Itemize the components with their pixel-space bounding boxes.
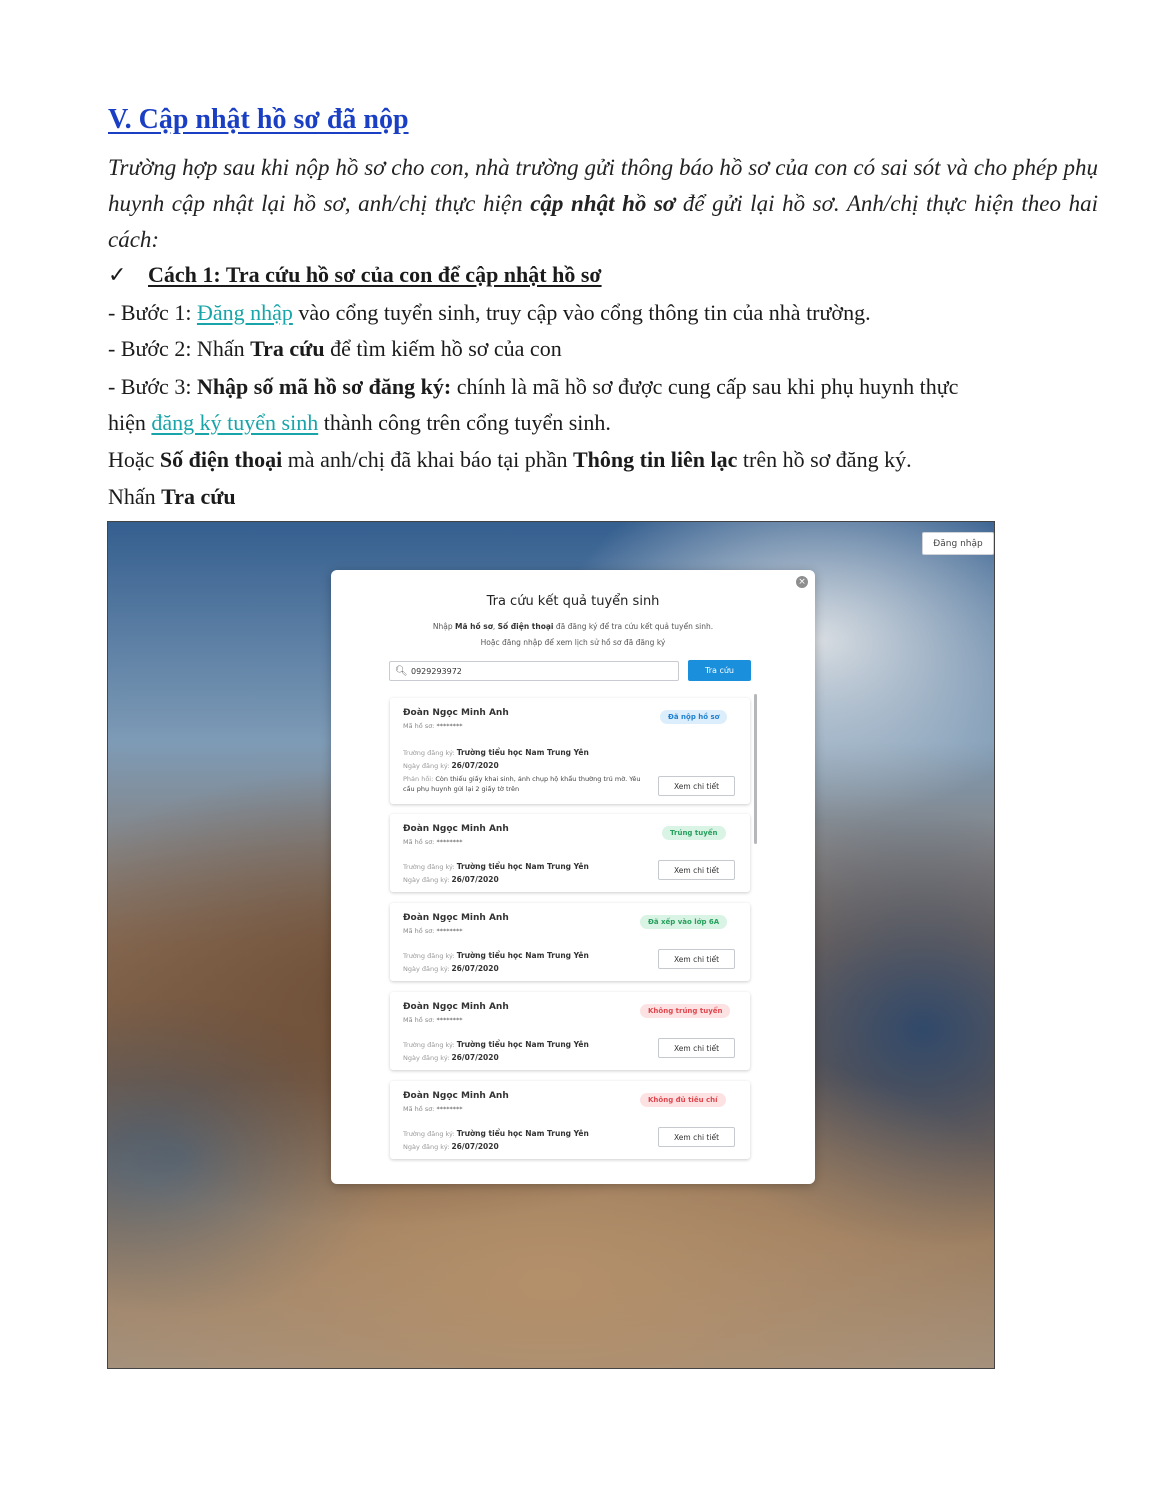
step-3: - Bước 3: Nhập số mã hồ sơ đăng ký: chính là mã hồ sơ được cung cấp sau khi phụ huynh thực — [108, 374, 959, 399]
step-1: - Bước 1: Đăng nhập vào cổng tuyển sinh, truy cập vào cổng thông tin của nhà trường. — [108, 300, 871, 325]
step-alternative: Hoặc Số điện thoại mà anh/chị đã khai báo tại phần Thông tin liên lạc trên hồ sơ đăng ký. — [108, 447, 912, 472]
status-badge: Không trúng tuyển — [640, 1004, 730, 1018]
status-badge: Trúng tuyển — [662, 826, 726, 840]
view-detail-button[interactable]: Xem chi tiết — [658, 776, 735, 796]
student-name: Đoàn Ngọc Minh Anh — [403, 1091, 509, 1101]
record-id: Mã hồ sơ: ******** — [403, 1016, 463, 1024]
result-card — [390, 903, 750, 981]
results-scrollbar[interactable] — [754, 694, 757, 844]
feedback-row: Phản hồi: Còn thiếu giấy khai sinh, ảnh chụp hộ khẩu thường trú mờ. Yêu cầu phụ huynh gửi lại 2 giấy tờ trên — [403, 775, 641, 793]
step-2: - Bước 2: Nhấn Tra cứu để tìm kiếm hồ sơ của con — [108, 336, 562, 361]
school-row: Trường đăng ký: Trường tiểu học Nam Trung Yên — [403, 1129, 589, 1138]
close-icon[interactable]: × — [796, 576, 808, 588]
login-button[interactable]: Đăng nhập — [922, 532, 994, 555]
status-badge: Không đủ tiêu chí — [640, 1093, 726, 1107]
date-row: Ngày đăng ký: 26/07/2020 — [403, 1142, 499, 1151]
student-name: Đoàn Ngọc Minh Anh — [403, 1002, 509, 1012]
intro-paragraph: Trường hợp sau khi nộp hồ sơ cho con, nhà trường gửi thông báo hồ sơ của con có sai sót và cho phép phụ huynh cập nhật lại hồ sơ, anh/chị thực hiện cập nhật hồ sơ để gửi lại hồ sơ. Anh/chị thực hiện theo hai cách: — [108, 155, 1098, 252]
student-name: Đoàn Ngọc Minh Anh — [403, 824, 509, 834]
step-press-lookup: Nhấn Tra cứu — [108, 484, 236, 509]
student-name: Đoàn Ngọc Minh Anh — [403, 913, 509, 923]
record-id: Mã hồ sơ: ******** — [403, 927, 463, 935]
login-link[interactable]: Đăng nhập — [196, 300, 293, 325]
method-1-heading: ✓ Cách 1: Tra cứu hồ sơ của con để cập nhật hồ sơ — [108, 262, 602, 287]
register-link[interactable]: đăng ký tuyển sinh — [151, 410, 319, 435]
school-row: Trường đăng ký: Trường tiểu học Nam Trung Yên — [403, 1040, 589, 1049]
step-3-continued: hiện đăng ký tuyển sinh thành công trên cổng tuyển sinh. — [108, 410, 611, 435]
date-row: Ngày đăng ký: 26/07/2020 — [403, 1053, 499, 1062]
result-card — [390, 814, 750, 892]
modal-subtitle: Nhập Mã hồ sơ, Số điện thoại đã đăng ký để tra cứu kết quả tuyển sinh. Hoặc đăng nhập để xem lịch sử hồ sơ đã đăng ký — [432, 622, 714, 647]
view-detail-button[interactable]: Xem chi tiết — [658, 949, 735, 969]
school-row: Trường đăng ký: Trường tiểu học Nam Trung Yên — [403, 862, 589, 871]
student-name: Đoàn Ngọc Minh Anh — [403, 708, 509, 718]
school-row: Trường đăng ký: Trường tiểu học Nam Trung Yên — [403, 748, 589, 757]
status-badge: Đã xếp vào lớp 6A — [640, 915, 727, 929]
results-list[interactable] — [386, 694, 756, 1164]
screenshot-lookup-dialog — [107, 521, 995, 1369]
search-icon: 🔍︎ — [395, 665, 408, 677]
modal-title: Tra cứu kết quả tuyển sinh — [486, 594, 660, 609]
school-row: Trường đăng ký: Trường tiểu học Nam Trung Yên — [403, 951, 589, 960]
search-button[interactable]: Tra cứu — [688, 660, 751, 681]
view-detail-button[interactable]: Xem chi tiết — [658, 1038, 735, 1058]
result-card — [390, 1081, 750, 1159]
result-card — [390, 992, 750, 1070]
section-heading: V. Cập nhật hồ sơ đã nộp — [108, 104, 409, 135]
search-box — [389, 661, 679, 681]
search-input[interactable] — [411, 667, 661, 676]
status-badge: Đã nộp hồ sơ — [660, 710, 727, 724]
date-row: Ngày đăng ký: 26/07/2020 — [403, 875, 499, 884]
lookup-modal — [331, 570, 815, 1184]
record-id: Mã hồ sơ: ******** — [403, 838, 463, 846]
record-id: Mã hồ sơ: ******** — [403, 722, 463, 730]
checkmark-icon: ✓ — [108, 262, 127, 287]
view-detail-button[interactable]: Xem chi tiết — [658, 1127, 735, 1147]
date-row: Ngày đăng ký: 26/07/2020 — [403, 761, 499, 770]
result-card — [390, 698, 750, 804]
view-detail-button[interactable]: Xem chi tiết — [658, 860, 735, 880]
record-id: Mã hồ sơ: ******** — [403, 1105, 463, 1113]
date-row: Ngày đăng ký: 26/07/2020 — [403, 964, 499, 973]
